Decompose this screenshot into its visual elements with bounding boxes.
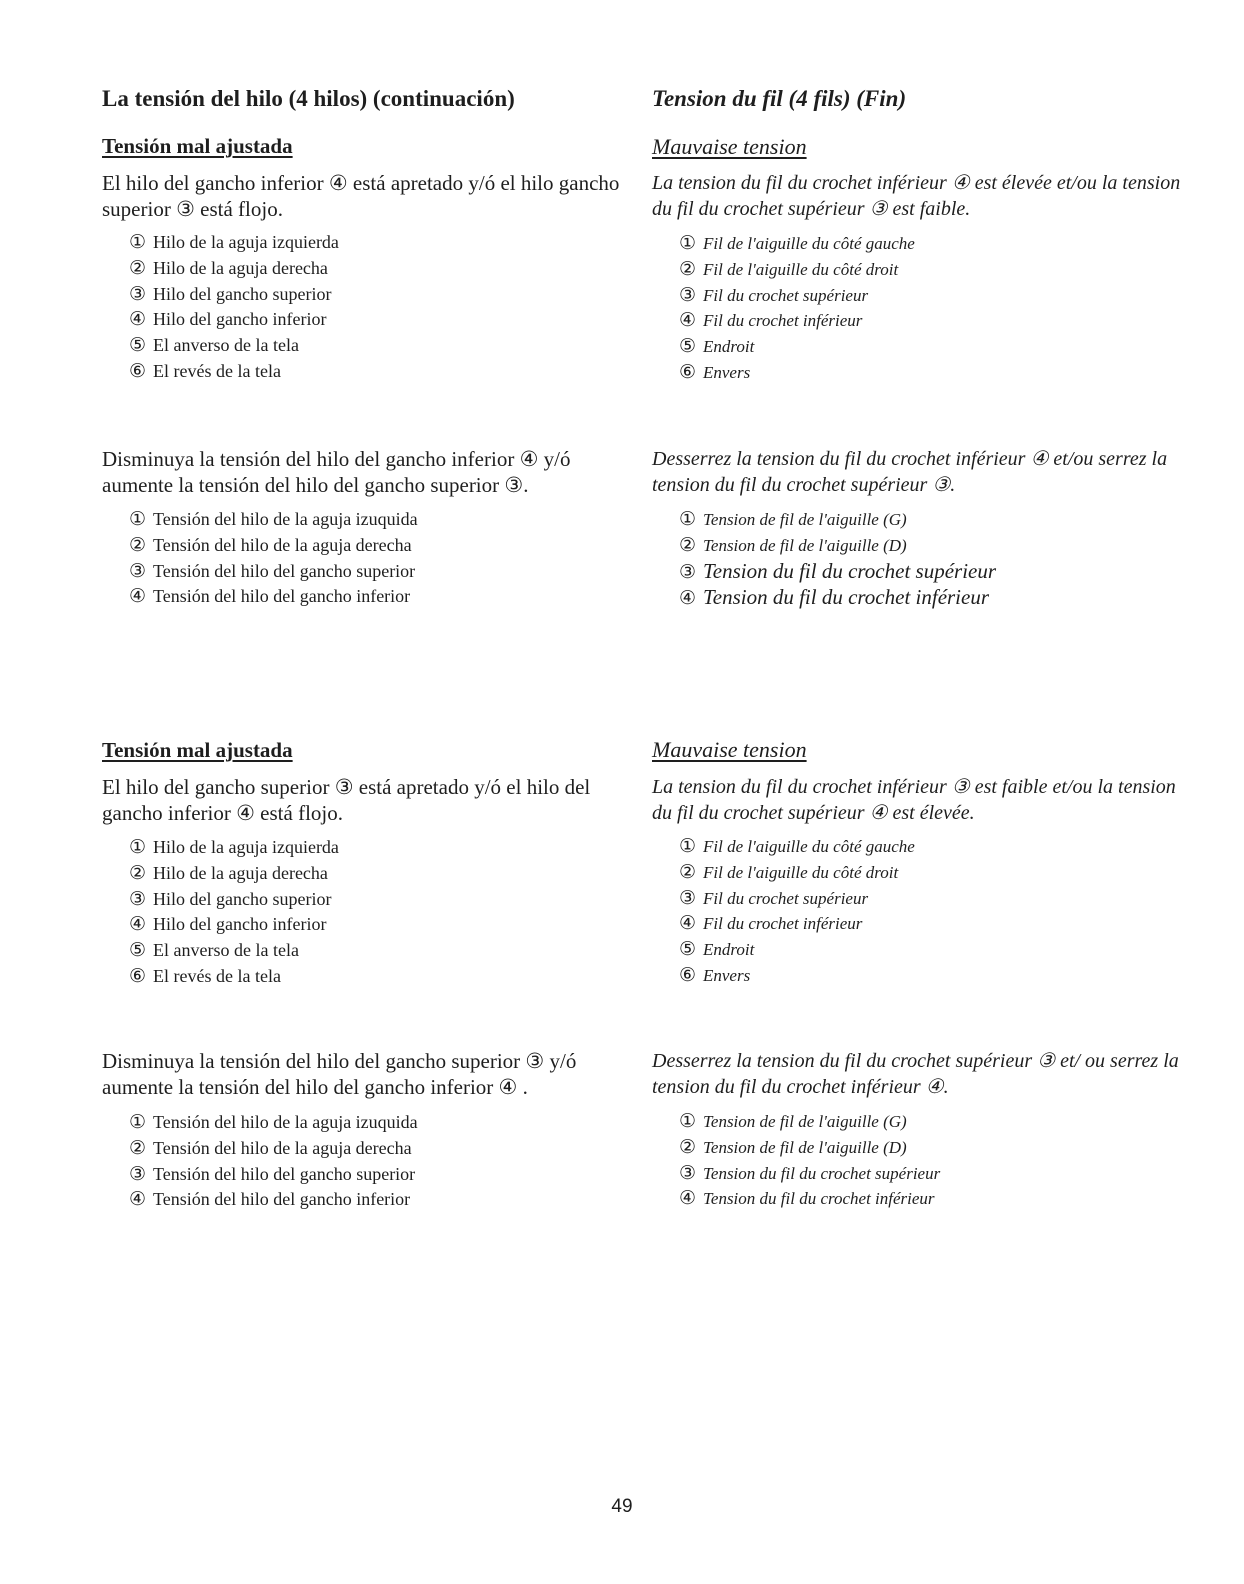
item-label: Tension du fil du crochet supérieur	[703, 558, 997, 583]
item-label: Hilo de la aguja derecha	[153, 257, 328, 278]
item-number: ⑥	[129, 360, 147, 382]
list-item	[129, 1110, 418, 1136]
item-number: ③	[129, 888, 147, 910]
item-label: Hilo de la aguja derecha	[153, 862, 328, 883]
item-label: Tensión del hilo de la aguja derecha	[153, 534, 412, 555]
item-number: ①	[129, 1112, 147, 1133]
item-label: Tensión del hilo del gancho inferior	[153, 1189, 411, 1210]
list-item	[129, 861, 339, 887]
item-number: ①	[679, 509, 697, 530]
item-number: ③	[679, 561, 697, 583]
section1-list2-fr	[679, 507, 996, 612]
section2-list1-es	[129, 835, 339, 990]
item-label: El revés de la tela	[153, 360, 281, 381]
item-label: Envers	[703, 362, 751, 382]
item-number: ②	[129, 257, 147, 279]
item-number: ③	[679, 284, 697, 306]
list-item	[129, 559, 418, 585]
list-item	[679, 257, 915, 283]
list-item	[679, 1109, 940, 1135]
item-label: Hilo de la aguja izquierda	[153, 837, 339, 857]
item-label: Endroit	[703, 337, 755, 357]
list-item	[679, 308, 915, 334]
item-label: Fil du crochet inférieur	[703, 914, 863, 934]
item-label: Tension de fil de l'aiguille (D)	[703, 1137, 907, 1157]
item-label: Hilo del gancho inferior	[153, 309, 327, 330]
list-item	[679, 860, 915, 886]
item-number: ②	[679, 1136, 697, 1158]
item-number: ④	[129, 914, 147, 936]
item-label: El anverso de la tela	[153, 335, 299, 356]
section1-para1-fr: La tension du fil du crochet inférieur ④ est élevée et/ou la tension du fil du crochet supérieur ③ est faible.	[652, 172, 1181, 220]
item-number: ②	[129, 534, 147, 556]
item-number: ⑥	[679, 361, 697, 383]
item-label: Tension de fil de l'aiguille (G)	[703, 1112, 907, 1131]
list-item	[129, 230, 339, 256]
list-item	[679, 283, 915, 309]
item-number: ⑤	[679, 939, 697, 961]
item-label: Envers	[703, 965, 751, 985]
list-item	[679, 533, 996, 559]
list-item	[679, 834, 915, 860]
item-number: ⑤	[129, 940, 147, 962]
section2-para2-es: Disminuya la tensión del hilo del gancho superior ③ y/ó aumente la tensión del hilo del gancho inferior ④ .	[102, 1049, 577, 1099]
section2-heading-es: Tensión mal ajustada	[102, 738, 293, 762]
item-label: Fil du crochet supérieur	[703, 285, 869, 305]
item-label: Tensión del hilo del gancho superior	[153, 560, 416, 581]
list-item	[679, 886, 915, 912]
item-label: Tensión del hilo de la aguja izuquida	[153, 1112, 418, 1132]
list-item	[679, 937, 915, 963]
section1-list1-fr	[679, 231, 915, 386]
item-number: ④	[129, 586, 147, 608]
item-label: El anverso de la tela	[153, 940, 299, 961]
item-number: ①	[129, 509, 147, 530]
list-item	[129, 307, 339, 333]
page-title-es: La tensión del hilo (4 hilos) (continuación)	[102, 86, 515, 111]
item-label: Hilo del gancho superior	[153, 283, 332, 304]
list-item	[679, 911, 915, 937]
section2-list1-fr	[679, 834, 915, 989]
item-number: ④	[129, 1189, 147, 1211]
page-title-fr: Tension du fil (4 fils) (Fin)	[652, 86, 907, 111]
item-number: ⑤	[129, 335, 147, 357]
item-label: Tensión del hilo del gancho superior	[153, 1163, 416, 1184]
section1-para1-es: El hilo del gancho inferior ④ está apretado y/ó el hilo gancho superior ③ está flojo.	[102, 171, 620, 221]
list-item	[129, 835, 339, 861]
item-label: Tensión del hilo de la aguja derecha	[153, 1137, 412, 1158]
list-item	[679, 559, 996, 586]
item-label: Tension du fil du crochet supérieur	[703, 1163, 941, 1183]
item-label: Tension de fil de l'aiguille (D)	[703, 535, 907, 555]
list-item	[129, 912, 339, 938]
item-number: ①	[679, 1111, 697, 1132]
list-item	[129, 1162, 418, 1188]
item-label: Fil de l'aiguille du côté gauche	[703, 234, 915, 253]
list-item	[129, 533, 418, 559]
list-item	[679, 507, 996, 533]
section1-list2-es	[129, 507, 418, 610]
item-label: Endroit	[703, 940, 755, 960]
list-item	[679, 585, 996, 612]
section2-para2-fr: Desserrez la tension du fil du crochet supérieur ③ et/ ou serrez la tension du fil du crochet inférieur ④.	[652, 1050, 1179, 1098]
item-label: Tension de fil de l'aiguille (G)	[703, 510, 907, 529]
item-number: ③	[129, 283, 147, 305]
item-number: ④	[679, 588, 697, 610]
list-item	[679, 1186, 940, 1212]
item-number: ①	[129, 232, 147, 253]
item-number: ②	[679, 258, 697, 280]
section2-para1-es: El hilo del gancho superior ③ está apretado y/ó el hilo del gancho inferior ④ está flojo.	[102, 775, 591, 825]
list-item	[129, 964, 339, 990]
item-label: Tensión del hilo de la aguja izuquida	[153, 509, 418, 529]
item-label: Hilo de la aguja izquierda	[153, 232, 339, 252]
section1-list1-es	[129, 230, 339, 385]
item-number: ⑥	[679, 964, 697, 986]
item-label: Fil de l'aiguille du côté gauche	[703, 837, 915, 856]
section2-list2-es	[129, 1110, 418, 1213]
item-number: ④	[679, 913, 697, 935]
item-label: Tension du fil du crochet inférieur	[703, 585, 990, 610]
list-item	[129, 1187, 418, 1213]
item-number: ②	[129, 1137, 147, 1159]
list-item	[129, 282, 339, 308]
section1-heading-es: Tensión mal ajustada	[102, 134, 293, 158]
item-number: ③	[129, 1163, 147, 1185]
item-number: ④	[129, 309, 147, 331]
section1-para2-es: Disminuya la tensión del hilo del gancho inferior ④ y/ó aumente la tensión del hilo del gancho superior ③.	[102, 447, 571, 497]
item-label: Hilo del gancho inferior	[153, 914, 327, 935]
item-number: ①	[129, 837, 147, 858]
page-number: 49	[611, 1496, 633, 1517]
item-number: ②	[679, 861, 697, 883]
list-item	[679, 963, 915, 989]
item-number: ④	[679, 310, 697, 332]
item-number: ⑤	[679, 336, 697, 358]
section1-para2-fr: Desserrez la tension du fil du crochet inférieur ④ et/ou serrez la tension du fil du crochet supérieur ③.	[652, 448, 1168, 496]
item-number: ①	[679, 836, 697, 857]
item-label: El revés de la tela	[153, 965, 281, 986]
list-item	[679, 360, 915, 386]
list-item	[129, 1136, 418, 1162]
section1-heading-fr: Mauvaise tension	[652, 134, 807, 159]
item-number: ③	[129, 560, 147, 582]
item-number: ①	[679, 233, 697, 254]
list-item	[679, 1135, 940, 1161]
item-label: Tension du fil du crochet inférieur	[703, 1189, 935, 1209]
list-item	[679, 334, 915, 360]
item-number: ⑥	[129, 965, 147, 987]
item-number: ④	[679, 1188, 697, 1210]
item-label: Fil du crochet inférieur	[703, 311, 863, 331]
section2-list2-fr	[679, 1109, 940, 1212]
list-item	[129, 256, 339, 282]
list-item	[679, 231, 915, 257]
item-number: ③	[679, 1162, 697, 1184]
list-item	[129, 938, 339, 964]
list-item	[679, 1161, 940, 1187]
section2-heading-fr: Mauvaise tension	[652, 737, 807, 762]
item-label: Tensión del hilo del gancho inferior	[153, 586, 411, 607]
list-item	[129, 333, 339, 359]
item-number: ②	[129, 862, 147, 884]
list-item	[129, 584, 418, 610]
section2-para1-fr: La tension du fil du crochet inférieur ③ est faible et/ou la tension du fil du crochet supérieur ④ est élevée.	[652, 776, 1176, 824]
item-label: Fil de l'aiguille du côté droit	[703, 259, 899, 279]
list-item	[129, 359, 339, 385]
item-label: Fil du crochet supérieur	[703, 888, 869, 908]
item-label: Hilo del gancho superior	[153, 888, 332, 909]
list-item	[129, 887, 339, 913]
item-number: ③	[679, 887, 697, 909]
item-label: Fil de l'aiguille du côté droit	[703, 862, 899, 882]
list-item	[129, 507, 418, 533]
item-number: ②	[679, 534, 697, 556]
